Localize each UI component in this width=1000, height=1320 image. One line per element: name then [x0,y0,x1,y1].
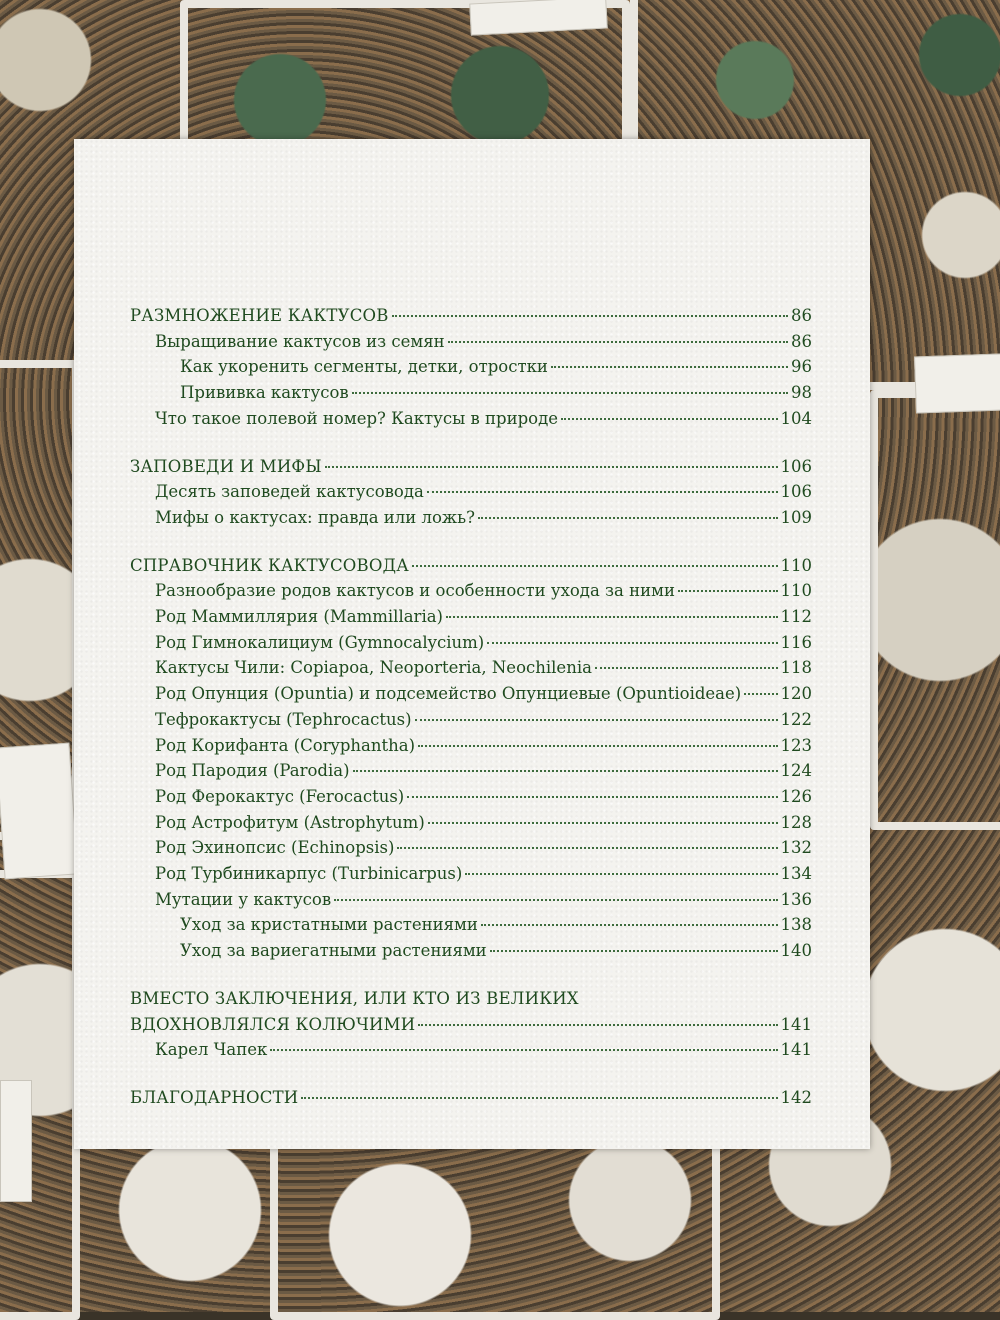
toc-page-number: 96 [791,357,812,377]
toc-entry[interactable] [130,655,812,681]
toc-entry-title: Род Турбиникарпус (Turbinicarpus) [155,864,463,884]
toc-entry[interactable] [130,887,812,913]
toc-page-number: 120 [780,684,812,704]
toc-entry-title: Десять заповедей кактусовода [155,482,424,502]
dot-leader [561,418,778,420]
toc-entry[interactable] [130,707,812,733]
toc-page-number: 106 [780,456,812,476]
toc-section [130,454,812,531]
toc-entry[interactable] [130,758,812,784]
toc-entry-title: Род Корифанта (Coryphantha) [155,735,416,755]
dot-leader [448,341,788,343]
toc-heading-line: ВМЕСТО ЗАКЛЮЧЕНИЯ, ИЛИ КТО ИЗ ВЕЛИКИХ [130,988,579,1008]
dot-leader [678,590,778,592]
toc-entry-title: Мифы о кактусах: правда или ложь? [155,507,475,527]
plant-label-card [0,1080,32,1202]
dot-leader [392,315,788,317]
dot-leader [352,392,788,394]
toc-entry[interactable] [130,380,812,406]
toc-page-number: 110 [780,555,812,575]
toc-entry-title: ВДОХНОВЛЯЛСЯ КОЛЮЧИМИ [130,1014,416,1034]
dot-leader [744,693,777,695]
toc-entry[interactable] [130,505,812,531]
toc-entry-title: ЗАПОВЕДИ И МИФЫ [130,456,322,476]
toc-page-number: 128 [780,812,812,832]
dot-leader [415,719,778,721]
toc-page-number: 118 [780,658,812,678]
toc-entry[interactable] [130,835,812,861]
toc-page-number: 110 [780,581,812,601]
dot-leader [353,770,778,772]
toc-page-number: 134 [780,864,812,884]
dot-leader [427,491,778,493]
toc-page-number: 141 [780,1014,812,1034]
toc-entry-title: Прививка кактусов [180,383,349,403]
dot-leader [270,1049,777,1051]
toc-page-number: 86 [791,306,812,325]
toc-page-number: 132 [780,838,812,858]
toc-entry-title: Тефрокактусы (Tephrocactus) [155,709,412,729]
toc-page-number: 126 [780,786,812,806]
dot-leader [397,847,777,849]
toc-entry-title: Уход за вариегатными растениями [180,941,487,961]
toc-entry-title: Выращивание кактусов из семян [155,331,445,351]
toc-page-number: 136 [780,889,812,909]
toc-entry[interactable] [130,784,812,810]
toc-entry-title: Род Пародия (Parodia) [155,761,350,781]
toc-entry-title: Род Опунция (Opuntia) и подсемейство Опунциевые (Opuntioideae) [155,684,742,704]
toc-entry-title: Уход за кристатными растениями [180,915,478,935]
toc-entry-title: Род Гимнокалициум (Gymnocalycium) [155,632,485,652]
toc-chapter[interactable] [130,1085,812,1111]
toc-entry[interactable] [130,912,812,938]
plant-label-card [914,353,1000,413]
toc-page-number: 124 [780,761,812,781]
toc-entry[interactable] [130,354,812,380]
dot-leader [418,1024,777,1026]
dot-leader [301,1097,777,1099]
toc-chapter[interactable] [130,1012,812,1038]
toc-section [130,986,812,1063]
dot-leader [412,565,778,567]
toc-entry[interactable] [130,810,812,836]
table-of-contents [130,303,812,1133]
toc-chapter[interactable] [130,303,812,329]
toc-entry-title: Род Эхинопсис (Echinopsis) [155,838,395,858]
toc-entry[interactable] [130,861,812,887]
toc-page-number: 138 [780,915,812,935]
dot-leader [551,366,788,368]
toc-page-number: 106 [780,482,812,502]
toc-panel [74,139,870,1149]
plant-tray [270,1140,720,1320]
toc-page-number: 104 [780,408,812,428]
plant-label-card [0,743,79,880]
toc-entry-title: Кактусы Чили: Copiapoa, Neoporteria, Neochilenia [155,658,592,678]
toc-entry-title: Что такое полевой номер? Кактусы в природе [155,408,558,428]
toc-entry-title: Род Астрофитум (Astrophytum) [155,812,425,832]
toc-entry-title: Как укоренить сегменты, детки, отростки [180,357,548,377]
dot-leader [334,899,777,901]
toc-section [130,303,812,432]
toc-entry-title: БЛАГОДАРНОСТИ [130,1087,299,1107]
toc-page-number: 123 [780,735,812,755]
toc-page-number: 98 [791,383,812,403]
toc-entry-title: СПРАВОЧНИК КАКТУСОВОДА [130,555,409,575]
toc-chapter[interactable] [130,454,812,480]
toc-chapter[interactable] [130,553,812,579]
toc-section [130,1085,812,1111]
toc-entry[interactable] [130,938,812,964]
dot-leader [446,616,778,618]
toc-page-number: 141 [780,1040,812,1060]
toc-page-number: 140 [780,941,812,961]
toc-page-number: 109 [780,507,812,527]
toc-page-number: 86 [791,331,812,351]
toc-page-number: 116 [780,632,812,652]
dot-leader [478,517,778,519]
toc-entry-title: Разнообразие родов кактусов и особенности ухода за ними [155,581,675,601]
toc-entry[interactable] [130,733,812,759]
toc-entry[interactable] [130,479,812,505]
toc-entry[interactable] [130,630,812,656]
toc-page-number: 122 [780,709,812,729]
dot-leader [487,642,777,644]
toc-entry-title: Мутации у кактусов [155,889,332,909]
dot-leader [325,466,778,468]
toc-entry-title: Род Маммиллярия (Mammillaria) [155,607,443,627]
dot-leader [465,873,777,875]
dot-leader [481,924,778,926]
toc-entry[interactable] [130,681,812,707]
dot-leader [407,796,777,798]
toc-entry-title: Род Ферокактус (Ferocactus) [155,786,405,806]
dot-leader [490,950,778,952]
dot-leader [428,822,778,824]
dot-leader [418,745,777,747]
toc-entry[interactable] [130,604,812,630]
toc-entry[interactable] [130,1037,812,1063]
toc-page-number: 142 [780,1087,812,1107]
toc-entry[interactable] [130,406,812,432]
toc-entry[interactable] [130,329,812,355]
plant-tray [870,390,1000,830]
toc-entry[interactable] [130,578,812,604]
toc-entry-title: Карел Чапек [155,1040,268,1060]
dot-leader [595,667,778,669]
toc-page-number: 112 [780,607,812,627]
toc-entry-title: РАЗМНОЖЕНИЕ КАКТУСОВ [130,306,389,325]
toc-section [130,553,812,964]
